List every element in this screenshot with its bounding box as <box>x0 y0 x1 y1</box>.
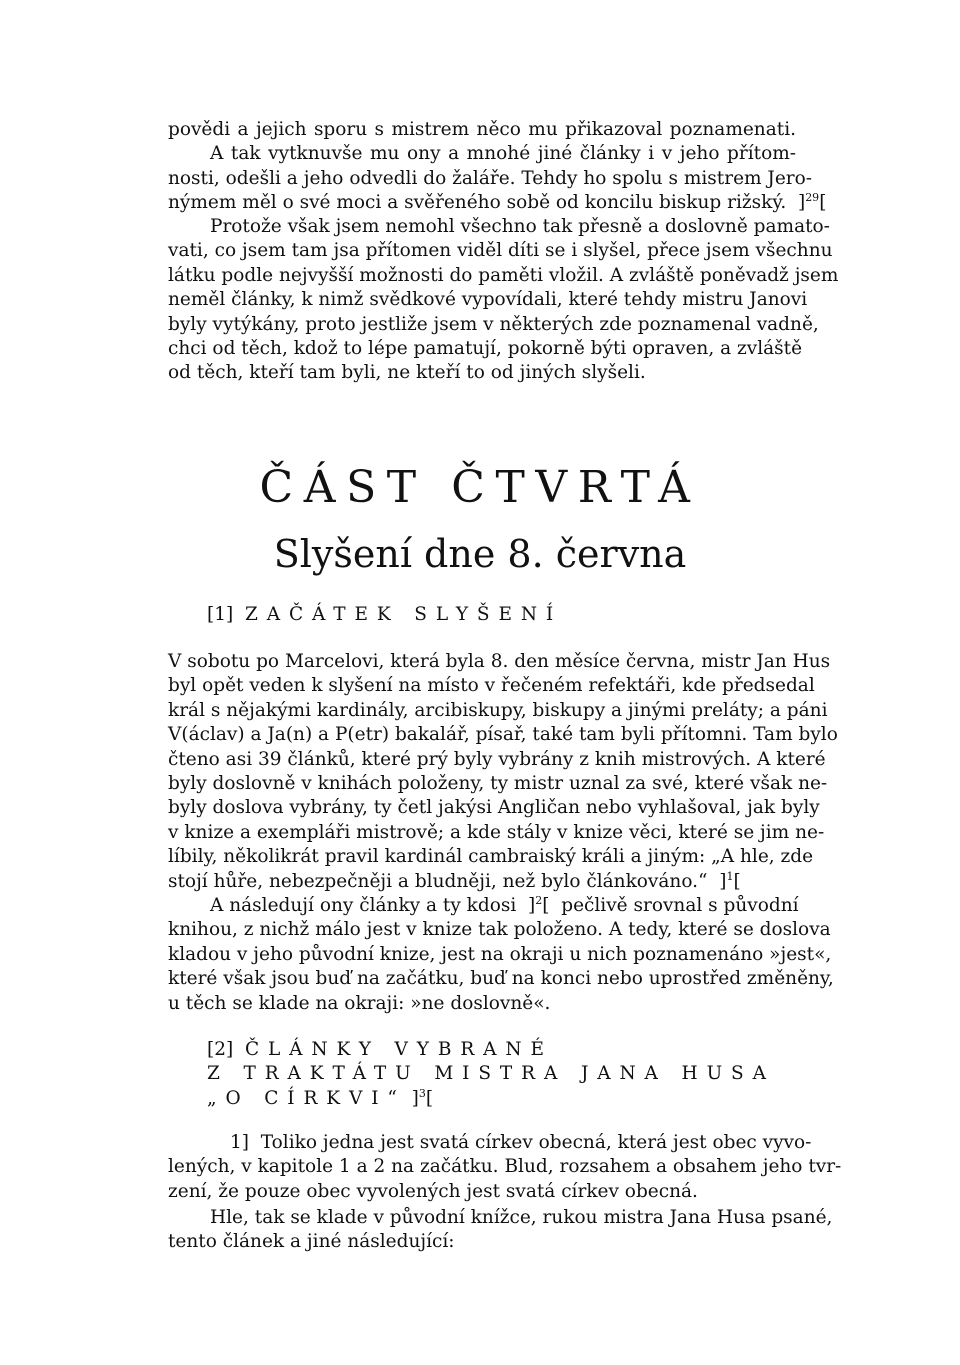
text-line: neměl články, k nimž svědkové vypovídali, které tehdy mistru Janovi <box>168 289 808 311</box>
note-bracket-close: [ <box>819 192 827 214</box>
text-line-content: stojí hůře, nebezpečněji a bludněji, než bylo článkováno.“ <box>168 870 708 892</box>
text-line: líbily, několikrát pravil kardinál cambraiský králi a jiným: „A hle, zde <box>168 846 814 868</box>
intro-paragraph-2 <box>168 215 839 386</box>
text-line: zení, že pouze obec vyvolených jest svatá církev obecná. <box>168 1180 698 1202</box>
text-line <box>168 191 827 215</box>
intro-paragraph <box>168 118 827 216</box>
text-line: povědi a jejich sporu s mistrem něco mu přikazoval poznamenati. <box>168 119 796 140</box>
note-bracket-open: ] <box>797 192 806 214</box>
section-2-heading <box>207 1038 775 1111</box>
text-line: nosti, odešli a jeho odvedli do žaláře. Tehdy ho spolu s mistrem Jero- <box>168 167 813 189</box>
part-title: ČÁST ČTVRTÁ <box>259 462 701 513</box>
text-line: Protože však jsem nemohl všechno tak přesně a doslovně pamato- <box>210 216 830 237</box>
section-title: ZAČÁTEK SLYŠENÍ <box>244 604 563 625</box>
text-line: byl opět veden k slyšení na místo v řečeném refektáři, kde předsedal <box>168 675 815 697</box>
text-line-content: Toliko jedna jest svatá církev obecná, která jest obec vyvo- <box>260 1132 812 1153</box>
text-line: Hle, tak se klade v původní knížce, rukou mistra Jana Husa psané, <box>210 1207 833 1228</box>
text-line: vati, co jsem tam jsa přítomen viděl díti se i slyšel, přece jsem všechnu <box>168 240 833 262</box>
text-line: čteno asi 39 článků, které prý byly vybrány z knih mistrových. A které <box>168 748 826 770</box>
text-line: byly vytýkány, proto jestliže jsem v některých zde poznamenal vadně, <box>168 313 819 335</box>
text-line: A tak vytknuvše mu ony a mnohé jiné články i v jeho přítom- <box>210 143 796 165</box>
text-line: které však jsou buď na začátku, buď na konci nebo uprostřed změněny, <box>168 968 834 990</box>
section-title-line: „O CÍRKVI“ <box>207 1087 406 1109</box>
section-1-paragraph <box>168 650 838 894</box>
text-line-content: A následují ony články a ty kdosi <box>210 895 517 916</box>
text-line: lených, v kapitole 1 a 2 na začátku. Blud, rozsahem a obsahem jeho tvr- <box>168 1156 842 1178</box>
section-title-line: Z TRAKTÁTU MISTRA JANA HUSA <box>207 1063 775 1085</box>
footnote-marker-2: 2 <box>535 893 543 907</box>
text-line: V sobotu po Marcelovi, která byla 8. den měsíce června, mistr Jan Hus <box>168 651 831 672</box>
section-1-paragraph-2 <box>168 893 834 1016</box>
text-line: byly doslova vybrány, ty četl jakýsi Angličan nebo vyhlašoval, jak byly <box>168 797 820 819</box>
footnote-marker-3: 3 <box>418 1086 426 1100</box>
heading-line <box>207 1038 775 1062</box>
text-line: V(áclav) a Ja(n) a P(etr) bakalář, písař, také tam byli přítomni. Tam bylo <box>168 724 838 746</box>
section-title-line: ČLÁNKY VYBRANÉ <box>244 1039 553 1060</box>
footnote-marker-1: 1 <box>726 869 734 883</box>
text-line: v knize a exempláři mistrově; a kde stály v knize věci, které se jim ne- <box>168 821 825 843</box>
text-line: král s nějakými kardinály, arcibiskupy, biskupy a jinými preláty; a páni <box>168 699 828 721</box>
heading-line: „O CÍRKVI“ ]$^3$[ <box>207 1086 434 1109</box>
footnote-marker-29: 29 <box>805 191 820 205</box>
text-line: A následují ony články a ty kdosi ]$^2$[ pečlivě srovnal s původní <box>210 893 799 916</box>
text-line: stojí hůře, nebezpečněji a bludněji, než bylo článkováno.“ ]$^1$[ <box>168 869 741 892</box>
text-line: látku podle nejvyšší možnosti do paměti vložil. A zvláště poněvadž jsem <box>168 264 839 286</box>
text-line: kladou v jeho původní knize, jest na okraji u nich poznamenáno »jest«, <box>168 943 832 965</box>
text-line-content: pečlivě srovnal s původní <box>561 895 799 916</box>
section-1-heading <box>207 603 562 627</box>
text-line-content: nýmem měl o své moci a svěřeného sobě od koncilu biskup rižský. <box>168 192 787 214</box>
article-number: 1] <box>230 1132 249 1153</box>
final-paragraph <box>168 1206 833 1255</box>
text-line: u těch se klade na okraji: »ne doslovně«. <box>168 992 551 1014</box>
section-number: [2] <box>207 1039 234 1060</box>
part-subtitle: Slyšení dne 8. června <box>273 532 687 576</box>
text-line: tento článek a jiné následující: <box>168 1231 455 1253</box>
article-1-paragraph <box>168 1131 842 1204</box>
text-line <box>168 1131 812 1155</box>
text-line: byly doslovně v knihách položeny, ty mistr uznal za své, které však ne- <box>168 773 828 795</box>
text-line: chci od těch, kdož to lépe pamatují, pokorně býti opraven, a zvláště <box>168 338 803 360</box>
section-number: [1] <box>207 604 234 625</box>
text-line: knihou, z nichž málo jest v knize tak položeno. A tedy, které se doslova <box>168 919 831 941</box>
text-line: od těch, kteří tam byli, ne kteří to od jiných slyšeli. <box>168 362 646 384</box>
